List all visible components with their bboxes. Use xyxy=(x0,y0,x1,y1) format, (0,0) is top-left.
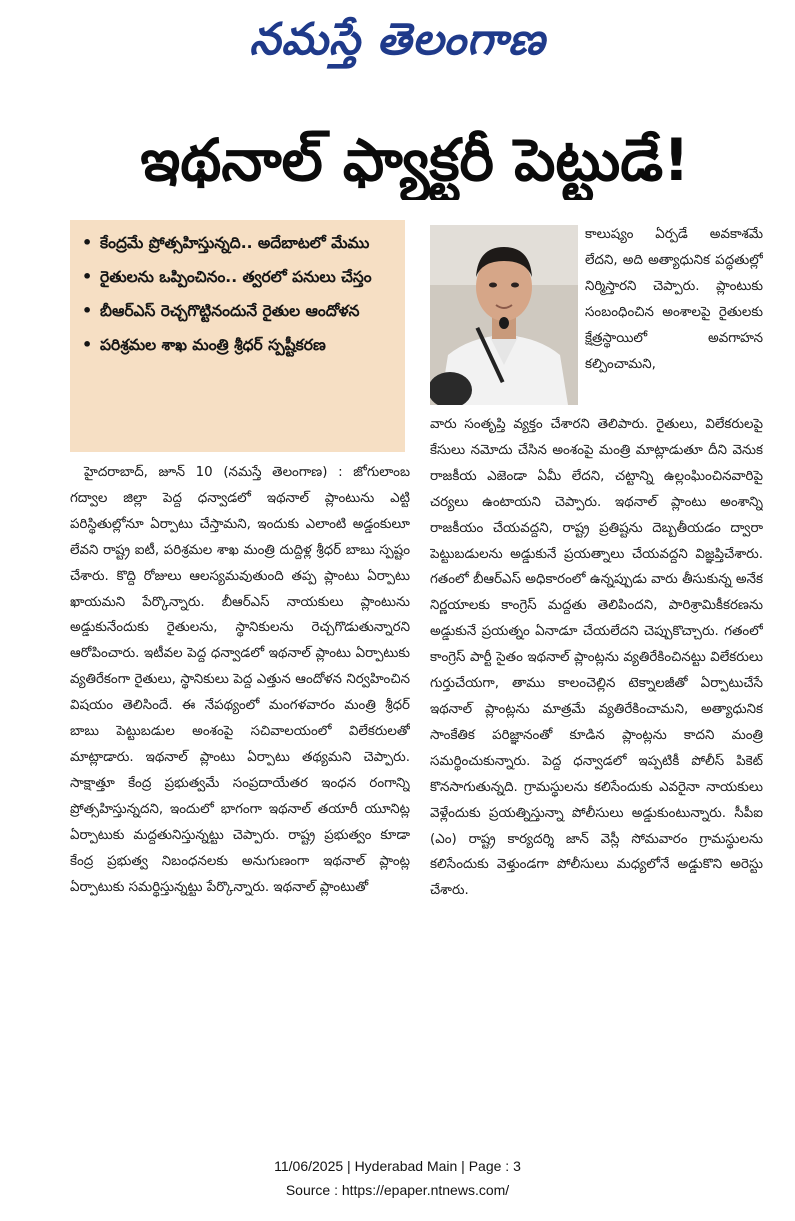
newspaper-masthead: నమస్తే తెలంగాణ xyxy=(249,14,546,65)
bullet-dot-icon: • xyxy=(82,233,93,252)
article-paragraph: వారు సంతృప్తి వ్యక్తం చేశారని తెలిపారు. రైతులు, విలేకరులపై కేసులు నమోదు చేసిన అంశంపై మంత్రి మాట్లాడుతూ దీని వెనుక రాజకీయ ఎజెండా ఏమీ లేదని, చట్టాన్ని ఉల్లంఘించినవారిపై చర్యలు ఉంటాయని చెప్పారు. ఇథనాల్ ప్లాంటు అంశాన్ని రాజకీయం చేయవద్దని, రాష్ట్ర ప్రతిష్టను దెబ్బతీయడం ద్వారా పెట్టుబడులను అడ్డుకునే ప్రయత్నాలు చేయవద్దని విజ్ఞప్తిచేశారు. గతంలో బీఆర్ఎస్ అధికారంలో ఉన్నప్పుడు వారు తీసుకున్న అనేక నిర్ణయాలకు కాంగ్రెస్ మద్దతు తెలిపిందని, పారిశ్రామికీకరణను అడ్డుకునే ప్రయత్నం ఏనాడూ చేయలేదని చెప్పుకొచ్చారు. గతంలో కాంగ్రెస్ పార్టీ సైతం ఇథనాల్ ప్లాంట్లను వ్యతిరేకించినట్టు విలేకరులు గుర్తుచేయగా, తాము కాలంచెల్లిన టెక్నాలజీతో ఏర్పాటుచేసే ఇథనాల్ ప్లాంట్లను మాత్రమే వ్యతిరేకించామని, అత్యాధునిక సాంకేతిక పరిజ్ఞానంతో కూడిన ప్లాంట్లను కాదని మంత్రి సమర్థించుకున్నారు. పెద్ద ధన్వాడలో ఇప్పటికీ పోలీస్ పికెట్ కొనసాగుతున్నది. గ్రామస్థులను కలిసేందుకు ఎవరైనా నాయకులు వెళ్లేందుకు ప్రయత్నిస్తున్నా పోలీసులు అడ్డుకుంటున్నారు. సీపీఐ (ఎం) రాష్ట్ర కార్యదర్శి జాన్ వెస్లీ సోమవారం గ్రామస్థులను కలిసేందుకు వెళ్తుండగా పోలీసులు మధ్యలోనే అడ్డుకొని అరెస్టు చేశారు. xyxy=(430,417,763,899)
highlight-item xyxy=(82,298,395,324)
article-column-left xyxy=(70,460,410,1100)
source-link[interactable]: Source : https://epaper.ntnews.com/ xyxy=(285,1182,510,1198)
bullet-dot-icon: • xyxy=(82,301,93,320)
article-column-right-top xyxy=(585,222,763,412)
article-paragraph: హైదరాబాద్, జూన్ 10 (నమస్తే తెలంగాణ) : జోగులాంబ గద్వాల జిల్లా పెద్ద ధన్వాడలో ఇథనాల్ ప్లాంటును ఎట్టి పరిస్థితుల్లోనూ ఏర్పాటు చేస్తామని, ఇందుకు ఎలాంటి అడ్డంకులూ లేవని రాష్ట్ర ఐటీ, పరిశ్రమల శాఖ మంత్రి దుద్దిళ్ల శ్రీధర్ బాబు స్పష్టం చేశారు. కొద్ది రోజులు ఆలస్యమవుతుంది తప్ప ప్లాంటు ఏర్పాటు ఖాయమని పేర్కొన్నారు. బీఆర్ఎస్ నాయకులు ప్లాంటును అడ్డుకునేందుకు రైతులను, స్థానికులను రెచ్చగొడుతున్నారని ఆరోపించారు. ఇటీవల పెద్ద ధన్వాడలో ఇథనాల్ ప్లాంటు ఏర్పాటుకు వ్యతిరేకంగా రైతులు, స్థానికులు పెద్ద ఎత్తున ఆందోళన నిర్వహించిన విషయం తెలిసిందే. ఈ నేపథ్యంలో మంగళవారం మంత్రి శ్రీధర్ బాబు పెట్టుబడుల అంశంపై సచివాలయంలో విలేకరులతో మాట్లాడారు. ఇథనాల్ ప్లాంటు ఏర్పాటు తథ్యమని చెప్పారు. సాక్షాత్తూ కేంద్ర ప్రభుత్వమే సంప్రదాయేతర ఇంధన రంగాన్ని ప్రోత్సహిస్తున్నదని, ఇందులో భాగంగా ఇథనాల్ తయారీ యూనిట్ల ఏర్పాటుకు మద్దతునిస్తున్నట్టు చెప్పారు. రాష్ట్ర ప్రభుత్వం కూడా కేంద్ర ప్రభుత్వ నిబంధనలకు అనుగుణంగా ఇథనాల్ ప్లాంట్ల ఏర్పాటుకు సమర్థిస్తున్నట్టు పేర్కొన్నారు. ఇథనాల్ ప్లాంటుతో xyxy=(70,465,410,895)
highlight-item xyxy=(82,230,395,256)
highlights-box xyxy=(70,220,405,452)
highlight-text: పరిశ్రమల శాఖ మంత్రి శ్రీధర్ స్పష్టీకరణ xyxy=(100,336,326,354)
article-headline: ఇథనాల్ ఫ్యాక్టరీ పెట్టుడే! xyxy=(140,126,690,194)
highlight-item xyxy=(82,264,395,290)
highlight-item xyxy=(82,332,395,358)
bullet-dot-icon: • xyxy=(82,267,93,286)
portrait-illustration xyxy=(430,225,578,405)
page-info-footer: 11/06/2025 | Hyderabad Main | Page : 3 xyxy=(274,1158,521,1174)
bullet-dot-icon: • xyxy=(82,335,93,354)
highlight-text: రైతులను ఒప్పించినం.. త్వరలో పనులు చేస్తం xyxy=(100,268,372,286)
article-paragraph: కాలుష్యం ఏర్పడే అవకాశమే లేదని, అది అత్యాధునిక పద్ధతుల్లో నిర్మిస్తారని చెప్పారు. ప్లాంటుకు సంబంధించిన అంశాలపై రైతులకు క్షేత్రస్థాయిలో అవగాహన కల్పించామని, xyxy=(585,227,763,372)
highlight-text: కేంద్రమే ప్రోత్సహిస్తున్నది.. అదేబాటలో మేము xyxy=(100,234,370,252)
highlight-text: బీఆర్ఎస్ రెచ్చగొట్టినందునే రైతుల ఆందోళన xyxy=(100,302,360,320)
article-column-right xyxy=(430,412,763,1102)
minister-portrait-photo xyxy=(430,225,578,405)
